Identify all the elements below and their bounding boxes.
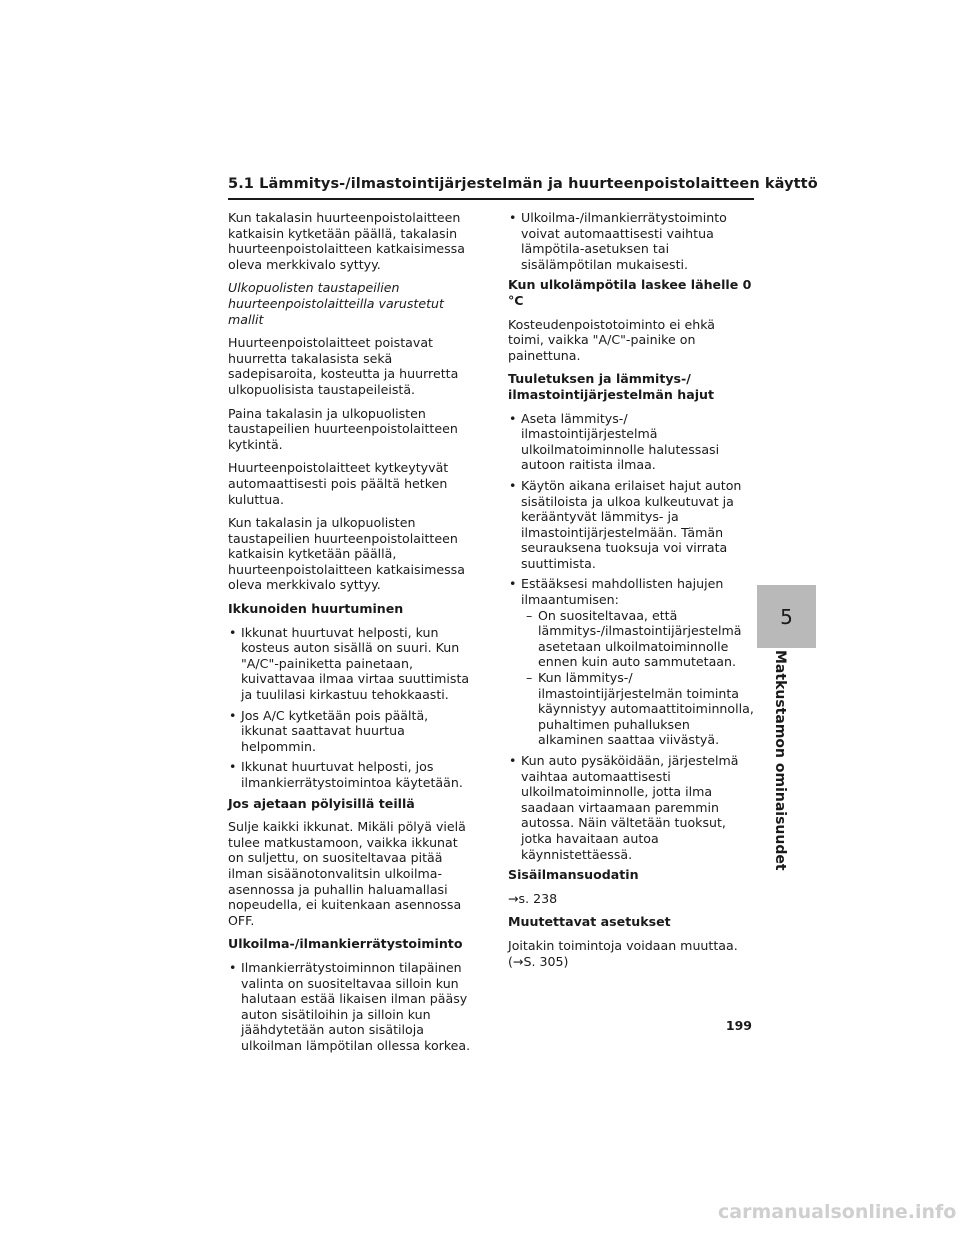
heading-cabin-filter: Sisäilmansuodatin (508, 867, 639, 883)
heading-near-zero: Kun ulkolämpötila laskee lähelle 0 °C (508, 277, 752, 308)
page-header (228, 176, 818, 192)
paragraph: Sulje kaikki ikkunat. Mikäli pölyä vielä tulee matkustamoon, vaikka ikkunat on suljettu, on suositeltavaa pitää ilman sisäänotonvalitsin ulkoilma-asennossa ja puhallin haluamallasi nopeudella, ei kuitenkaan asennossa OFF. (228, 819, 466, 928)
italic-note: Ulkopuolisten taustapeilien huurteenpoistolaitteilla varustetut mallit (228, 280, 444, 327)
paragraph: Joitakin toimintoja voidaan muuttaa. (508, 937, 738, 953)
bullet-list (508, 210, 754, 272)
page-reference-link[interactable]: →s. 238 (508, 890, 558, 906)
dash-item: – On suositeltavaa, että lämmitys-/ilmastointijärjestelmä asetetaan ulkoilmatoiminnolle ennen kuin auto sammutetaan. (526, 608, 754, 670)
watermark: carmanualsonline.info (718, 1201, 957, 1223)
dash-list (521, 608, 754, 748)
list-item: • Ikkunat huurtuvat helposti, jos ilmankierrätystoimintoa käytetään. (228, 759, 476, 790)
list-item: • Aseta lämmitys-/ ilmastointijärjestelmä ulkoilmatoiminnolle halutessasi autoon raitista ilmaa. (508, 411, 754, 473)
bullet-list (508, 411, 754, 863)
left-column (228, 210, 476, 1059)
paragraph: Huurteenpoistolaitteet kytkeytyvät automaattisesti pois päältä hetken kuluttua. (228, 460, 449, 507)
list-item-text: Estääksesi mahdollisten hajujen ilmaantumisen: (521, 576, 724, 608)
list-item (508, 576, 754, 748)
dash-item: – Kun lämmitys-/ ilmastointijärjestelmän toiminta käynnistyy automaattitoiminnolla, puhaltimen puhalluksen alkaminen saattaa viivästyä. (526, 670, 754, 748)
section-number: 5.1 (228, 176, 254, 192)
heading-recirculation: Ulkoilma-/ilmankierrätystoiminto (228, 936, 463, 952)
list-item: • Kun auto pysäköidään, järjestelmä vaihtaa automaattisesti ulkoilmatoiminnolle, jotta ilma saadaan virtaamaan paremmin autossa. Näin vältetään tuoksut, jotka havaitaan autoa käynnistettäessä. (508, 753, 754, 862)
section-title: Lämmitys-/ilmastointijärjestelmän ja huurteenpoistolaitteen käyttö (259, 176, 818, 192)
chapter-tab (757, 585, 816, 648)
chapter-title-vertical: Matkustamon ominaisuudet (772, 650, 788, 871)
paragraph: Kun takalasin huurteenpoistolaitteen katkaisin kytketään päällä, takalasin huurteenpoistolaitteen katkaisimessa oleva merkkivalo syttyy. (228, 210, 465, 272)
bullet-list (228, 625, 476, 791)
bullet-list (228, 960, 476, 1054)
chapter-number: 5 (780, 604, 793, 629)
heading-custom-settings: Muutettavat asetukset (508, 914, 671, 930)
list-item: • Ulkoilma-/ilmankierrätystoiminto voivat automaattisesti vaihtua lämpötila-asetuksen tai sisälämpötilan mukaisesti. (508, 210, 754, 272)
paragraph: Kun takalasin ja ulkopuolisten taustapeilien huurteenpoistolaitteen katkaisin kytketään päällä, huurteenpoistolaitteen katkaisimessa oleva merkkivalo syttyy. (228, 515, 465, 593)
list-item: • Ikkunat huurtuvat helposti, kun kosteus auton sisällä on suuri. Kun "A/C"-painiketta painetaan, kuivattavaa ilmaa virtaa suuttimista ja tuulilasi kirkastuu tehokkaasti. (228, 625, 476, 703)
header-rule (228, 198, 754, 200)
page-number: 199 (725, 1018, 752, 1033)
page-reference-link[interactable]: (→S. 305) (508, 953, 569, 969)
list-item: • Ilmankierrätystoiminnon tilapäinen valinta on suositeltavaa silloin kun halutaan estää likaisen ilman pääsy auton sisätiloihin ja silloin kun jäähdytetään auton sisätiloja ulkoilman lämpötilan ollessa korkea. (228, 960, 476, 1054)
right-column (508, 210, 754, 977)
paragraph: Kosteudenpoistotoiminto ei ehkä toimi, vaikka "A/C"-painike on painettuna. (508, 316, 715, 363)
heading-window-fogging: Ikkunoiden huurtuminen (228, 601, 404, 617)
heading-odors: Tuuletuksen ja lämmitys-/ ilmastointijärjestelmän hajut (508, 371, 715, 402)
list-item: • Jos A/C kytketään pois päältä, ikkunat saattavat huurtua helpommin. (228, 708, 476, 755)
paragraph: Paina takalasin ja ulkopuolisten taustapeilien huurteenpoistolaitteen kytkintä. (228, 405, 458, 452)
paragraph: Huurteenpoistolaitteet poistavat huurretta takalasista sekä sadepisaroita, kosteutta ja huurretta ulkopuolisista taustapeileistä. (228, 335, 459, 397)
list-item: • Käytön aikana erilaiset hajut auton sisätiloista ja ulkoa kulkeutuvat ja kerääntyvät lämmitys- ja ilmastointijärjestelmään. Tämän seurauksena tuoksuja voi virrata suuttimista. (508, 478, 754, 572)
heading-dusty-roads: Jos ajetaan pölyisillä teillä (228, 795, 415, 811)
